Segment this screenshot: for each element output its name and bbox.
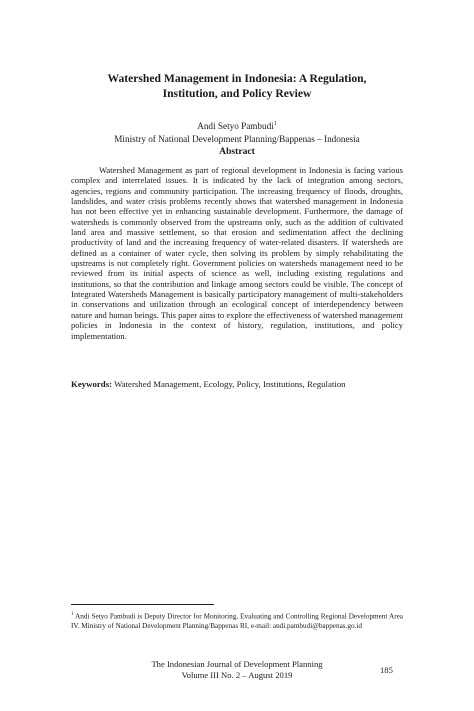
author-footnote-mark: 1 (273, 121, 277, 127)
keywords-text: Watershed Management, Ecology, Policy, Institutions, Regulation (114, 379, 346, 389)
author-line (60, 118, 414, 133)
footnote (71, 610, 403, 631)
abstract-body: Watershed Management as part of regional development in Indonesia is facing various complex and interrelated issues. It is indicated by the lack of integration among sectors, agencies, regions and community participation. The increasing frequency of floods, droughts, landslides, and water crisis problems recently shows that watershed management in Indonesia has not been effective yet in enhancing sustainable development. Furthermore, the damage of watersheds is commonly observed from the upstreams only, such as the addition of cultivated land area and massive settlement, so that erosion and sedimentation affect the declining productivity of land and the increasing frequency of water-related disasters. If watersheds are defined as a container of water cycle, then solving its problem by simply rehabilitating the upstreams is not completely right. Government policies on watersheds management need to be reviewed from its initial aspects of science as well, including existing regulations and institutions, so that the contribution and linkage among sectors could be visible. The concept of Integrated Watersheds Management is basically participatory management of multi-stakeholders in conservations and utilization through an ecological concept of interdependency between nature and human beings. This paper aims to explore the effectiveness of watershed management policies in Indonesia in the context of history, regulation, institutions, and policy implementation. (71, 165, 403, 341)
author-affiliation: Ministry of National Development Planning/Bappenas – Indonesia (114, 133, 360, 144)
title-line-2: Institution, and Policy Review (162, 86, 312, 100)
footnote-mark: 1 (71, 612, 74, 617)
author-name: Andi Setyo Pambudi (197, 121, 274, 132)
paper-title (60, 72, 414, 101)
abstract-heading: Abstract (219, 146, 255, 157)
journal-name: The Indonesian Journal of Development Planning (151, 659, 323, 669)
page-number: 185 (380, 665, 393, 675)
footnote-divider (71, 604, 214, 605)
footnote-text: Andi Setyo Pambudi is Deputy Director for Monitoring, Evaluating and Controlling Regional Development Area IV. Ministry of National Development Planning/Bappenas RI, e-mail: andi.pambudi@bappenas.go.id (71, 612, 403, 630)
title-line-1: Watershed Management in Indonesia: A Regulation, (107, 72, 367, 85)
author-block (60, 118, 414, 145)
keywords (71, 379, 406, 390)
journal-issue: Volume III No. 2 – August 2019 (181, 669, 293, 680)
keywords-label: Keywords: (71, 379, 113, 389)
journal-footer (100, 659, 374, 681)
